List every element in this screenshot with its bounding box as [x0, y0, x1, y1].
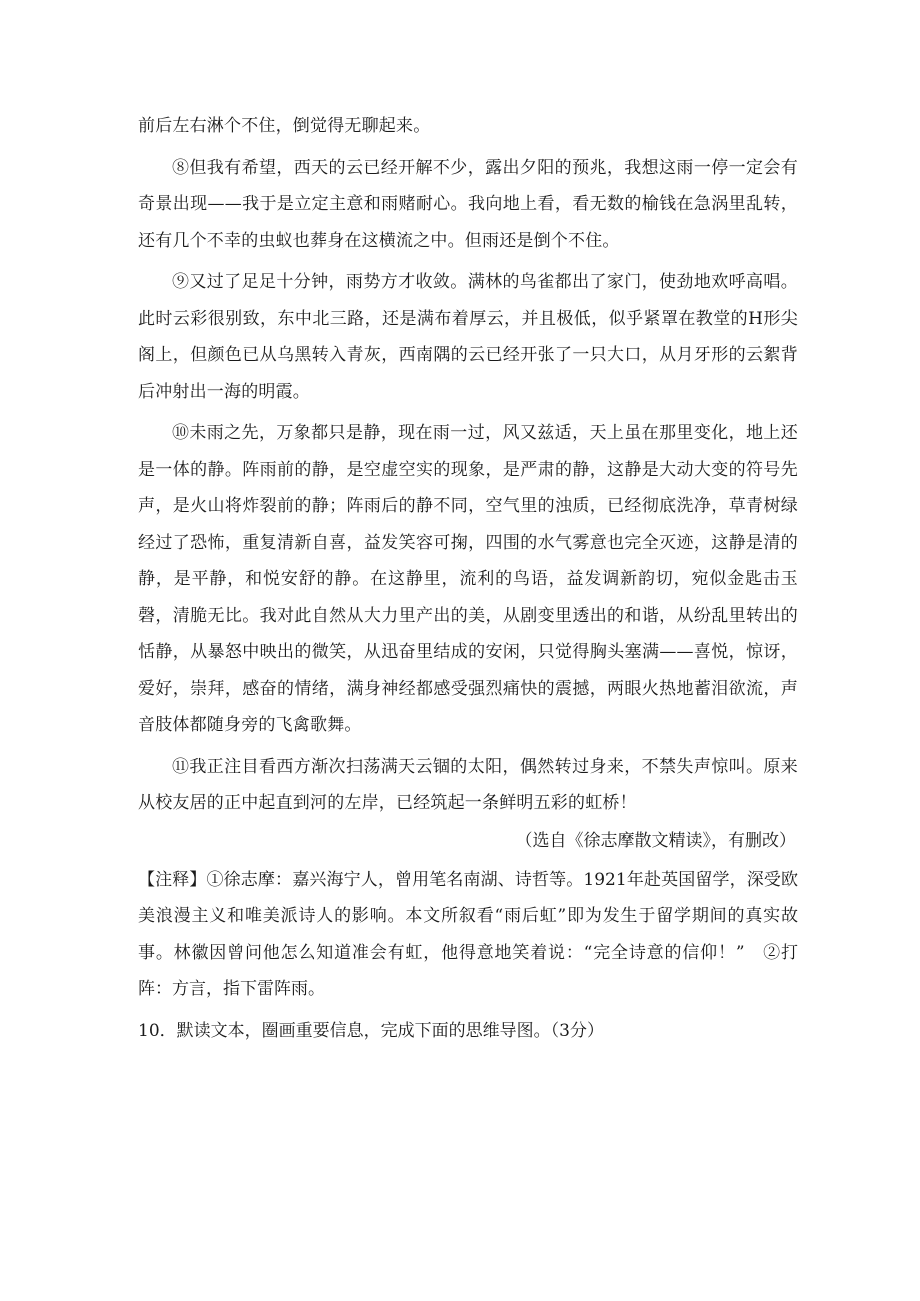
- annotation-label: 【注释】: [138, 869, 207, 890]
- annotation-text: ①徐志摩：嘉兴海宁人，曾用笔名南湖、诗哲等。1921年赴英国留学，深受欧美浪漫主义和唯美派诗人的影响。本文所叙看“雨后虹”即为发生于留学期间的真实故事。林徽因曾问他怎么知道准会有虹，他得意地笑着说：“完全诗意的信仰！” ②打阵：方言，指下雷阵雨。: [138, 869, 799, 999]
- paragraph-9: ⑨又过了足足十分钟，雨势方才收敛。满林的鸟雀都出了家门，使劲地欢呼高唱。此时云彩很别致，东中北三路，还是满布着厚云，并且极低，似乎紧罩在教堂的H形尖阁上，但颜色已从乌黑转入青灰，西南隅的云已经开张了一只大口，从月牙形的云絮背后冲射出一海的明霞。: [138, 272, 798, 402]
- question-10: 10．默读文本，圈画重要信息，完成下面的思维导图。（3分）: [138, 1020, 604, 1041]
- source-citation: （选自《徐志摩散文精读》，有删改）: [515, 830, 796, 851]
- document-page: [138, 108, 798, 1048]
- paragraph-continuation: 前后左右淋个不住，倒觉得无聊起来。: [138, 116, 431, 136]
- annotation-note: [138, 862, 798, 1008]
- paragraph-10: ⑩未雨之先，万象都只是静，现在雨一过，风又兹适，天上虽在那里变化，地上还是一体的静。阵雨前的静，是空虚空实的现象，是严肃的静，这静是大动大变的符号先声，是火山将炸裂前的静；阵雨后的静不同，空气里的浊质，已经彻底洗净，草青树绿经过了恐怖，重复清新自喜，益发笑容可掬，四围的水气雾意也完全灭迹，这静是清的静，是平静，和悦安舒的静。在这静里，流利的鸟语，益发调新韵切，宛似金匙击玉磬，清脆无比。我对此自然从大力里产出的美，从剧变里透出的和谐，从纷乱里转出的恬静，从暴怒中映出的微笑，从迅奋里结成的安闲，只觉得胸头塞满——喜悦，惊讶，爱好，崇拜，感奋的情绪，满身神经都感受强烈痛快的震撼，两眼火热地蓄泪欲流，声音肢体都随身旁的飞禽歌舞。: [138, 423, 798, 735]
- paragraph-8: ⑧但我有希望，西天的云已经开解不少，露出夕阳的预兆，我想这雨一停一定会有奇景出现——我于是立定主意和雨赌耐心。我向地上看，看无数的榆钱在急涡里乱转，还有几个不幸的虫蚁也葬身在这横流之中。但雨还是倒个不住。: [138, 157, 798, 251]
- paragraph-11: ⑪我正注目看西方渐次扫荡满天云锢的太阳，偶然转过身来，不禁失声惊叫。原来从校友居的正中起直到河的左岸，已经筑起一条鲜明五彩的虹桥！: [138, 756, 798, 813]
